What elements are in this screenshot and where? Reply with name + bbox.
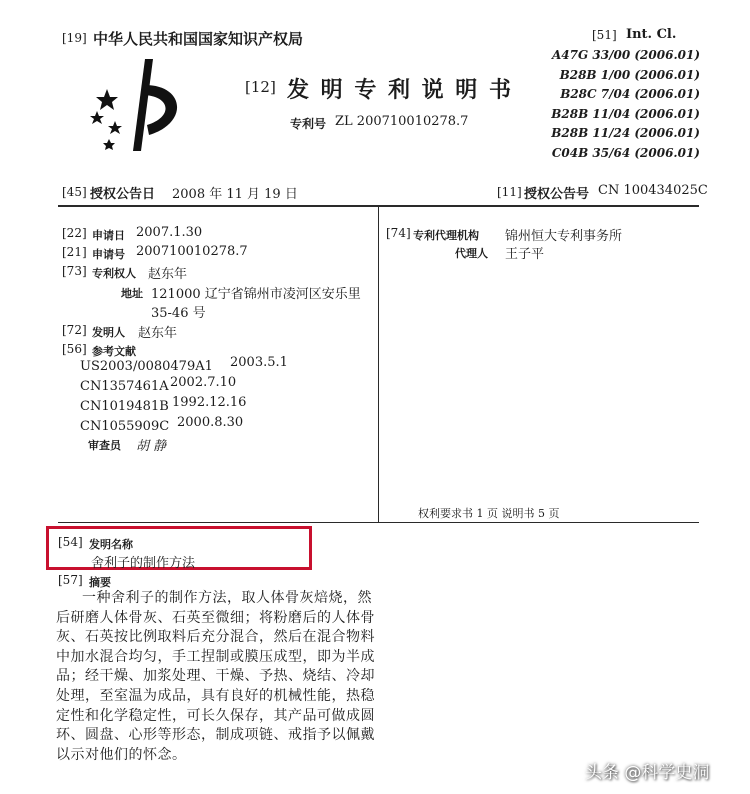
list-item (80, 395, 340, 415)
refs-code: [56] (62, 342, 87, 356)
list-item (80, 415, 340, 435)
agency-value: 锦州恒大专利事务所 (505, 229, 623, 244)
address-line1: 121000 辽宁省锦州市凌河区安乐里 (151, 287, 361, 302)
page-count: 权利要求书 1 页 说明书 5 页 (418, 507, 560, 520)
agent-label: 代理人 (455, 247, 488, 260)
app-date-value: 2007.1.30 (136, 225, 203, 240)
divider-bottom (58, 522, 699, 523)
abstract-code: [57] (58, 573, 83, 587)
doc-type-title: 发 明 专 利 说 明 书 (287, 78, 513, 103)
address-line2: 35-46 号 (151, 306, 206, 321)
abstract-line: 以示对他们的怀念。 (56, 746, 187, 763)
app-no-label: 申请号 (92, 248, 125, 261)
ref-number: CN1357461A (80, 379, 169, 394)
patent-no-label: 专利号 (290, 117, 327, 131)
abstract-label: 摘要 (89, 576, 111, 589)
refs-list (80, 355, 340, 435)
examiner-label: 审查员 (88, 439, 121, 452)
abstract-line: 处理，至室温为成品，具有良好的机械性能，热稳 (56, 687, 375, 704)
title-label: 发明名称 (89, 538, 133, 551)
int-cl-item: B28B 1/00 (2006.01) (559, 67, 700, 82)
grant-no-value: CN 100434025C (598, 183, 708, 198)
list-item (80, 375, 340, 395)
inventor-value: 赵东年 (138, 326, 178, 341)
doc-type-code: [12] (245, 78, 276, 96)
patent-no-value: ZL 200710010278.7 (335, 114, 469, 129)
grant-date-label: 授权公告日 (90, 187, 156, 202)
ref-date: 1992.12.16 (172, 395, 247, 410)
ref-number: CN1055909C (80, 419, 170, 434)
grant-no-code: [11] (497, 185, 522, 199)
int-cl-list (550, 46, 700, 163)
title-code: [54] (58, 535, 83, 549)
abstract-line: 后研磨人体骨灰、石英至微细；将粉磨后的人体骨 (56, 609, 375, 626)
divider-vertical (378, 207, 379, 522)
ref-number: CN1019481B (80, 399, 169, 414)
int-cl-item: B28B 11/04 (2006.01) (551, 106, 700, 121)
app-no-code: [21] (62, 245, 87, 259)
int-cl-label: Int. Cl. (626, 27, 677, 42)
int-cl-item: B28B 11/24 (2006.01) (551, 126, 700, 140)
grant-date-code: [45] (62, 185, 87, 199)
abstract-line: 一种舍利子的制作方法，取人体骨灰焙烧，然 (82, 590, 372, 606)
agency-label: 专利代理机构 (413, 229, 479, 242)
ref-number: US2003/0080479A1 (80, 359, 213, 374)
inventor-label: 发明人 (92, 326, 125, 339)
abstract-body (56, 589, 375, 765)
abstract-line: 灰、石英按比例取料后充分混合，然后在混合物料 (56, 629, 375, 646)
agent-value: 王子平 (505, 247, 545, 262)
examiner-value: 胡 静 (136, 439, 167, 454)
ref-date: 2000.8.30 (177, 415, 244, 430)
int-cl-item: A47G 33/00 (2006.01) (551, 48, 700, 62)
address-label: 地址 (121, 287, 143, 300)
int-cl-code: [51] (592, 28, 617, 42)
agency-code: [74] (386, 226, 411, 240)
watermark: 头条 @科学史洞 (585, 763, 710, 783)
app-date-label: 申请日 (92, 229, 125, 242)
grant-date-value: 2008 年 11 月 19 日 (172, 187, 298, 202)
ref-date: 2002.7.10 (170, 375, 237, 390)
int-cl-item: C04B 35/64 (2006.01) (551, 145, 700, 160)
list-item (80, 355, 340, 375)
office-code: [19] (62, 31, 87, 45)
inventor-code: [72] (62, 323, 87, 337)
invention-title: 舍利子的制作方法 (91, 556, 196, 571)
int-cl-item: B28C 7/04 (2006.01) (560, 87, 700, 101)
refs-label: 参考文献 (92, 345, 136, 358)
patentee-value: 赵东年 (148, 267, 188, 282)
abstract-line: 环、圆盘、心形等形态，制成项链、戒指予以佩戴 (56, 727, 375, 744)
app-no-value: 200710010278.7 (136, 244, 248, 259)
patentee-code: [73] (62, 264, 87, 278)
app-date-code: [22] (62, 226, 87, 240)
grant-no-label: 授权公告号 (524, 187, 590, 202)
abstract-line: 品；经干燥、加浆处理、干燥、予热、烧结、冷却 (56, 668, 375, 685)
cnipa-emblem-icon (85, 55, 195, 155)
ref-date: 2003.5.1 (230, 355, 288, 370)
patentee-label: 专利权人 (92, 267, 136, 280)
abstract-line: 中加水混合均匀，手工捏制或膜压成型，即为半成 (56, 648, 375, 665)
abstract-line: 定性和化学稳定性，可长久保存，其产品可做成圆 (56, 707, 375, 724)
office-name: 中华人民共和国国家知识产权局 (93, 30, 304, 48)
